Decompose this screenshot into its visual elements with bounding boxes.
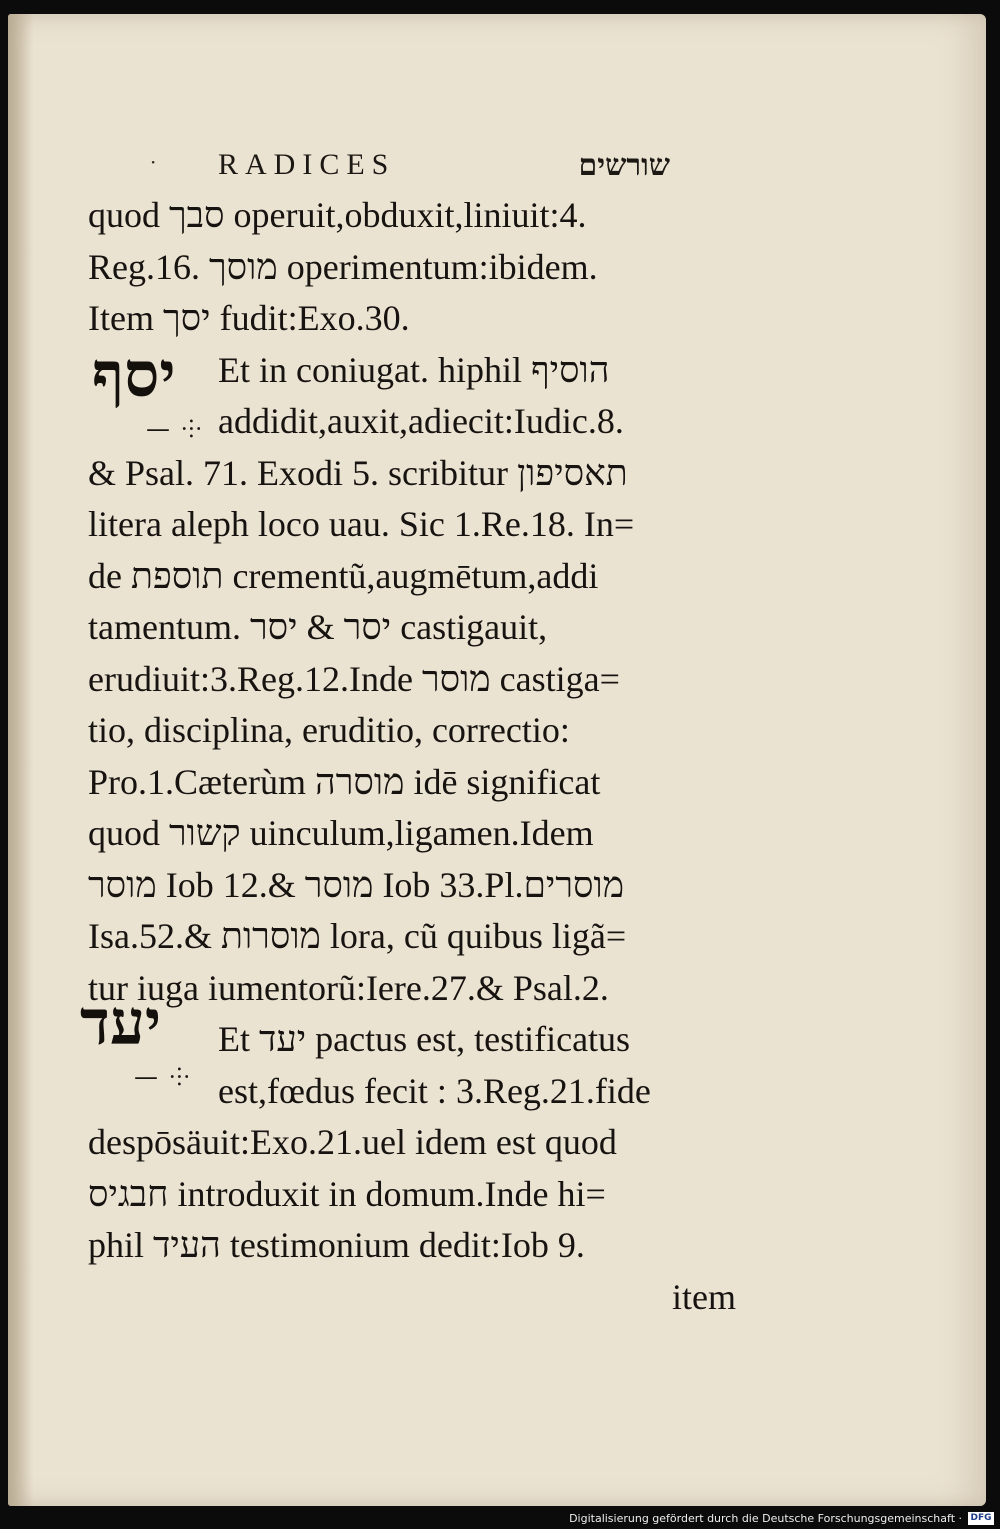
body-text (88, 190, 768, 1323)
text-line: Et in coniugat. hiphil הוסיף (218, 349, 610, 390)
text-line: tamentum. יסר & יסר castigauit, (88, 607, 548, 647)
text-line: phil העיד testimonium dedit:Iob 9. (88, 1225, 585, 1265)
text-line: & Psal. 71. Exodi 5. scribitur תאסיפון (88, 452, 628, 493)
drop-head-hebrew: יסף (92, 338, 176, 411)
page-gutter-shadow (8, 14, 34, 1506)
text-line: Reg.16. מוסך operimentum:ibidem. (88, 246, 598, 287)
running-head (150, 148, 670, 188)
text-line: מוסר Iob 12.& מוסר Iob 33.Pl.מוסרים (88, 864, 625, 905)
running-head-hebrew: שורשים (578, 148, 670, 183)
text-line: quod קשור uinculum,ligamen.Idem (88, 813, 594, 853)
text-line: despōsäuit:Exo.21.uel idem est quod (88, 1122, 617, 1162)
text-line: Et יעד pactus est, testificatus (218, 1019, 631, 1059)
text-line: addidit,auxit,adiecit:Iudic.8. (218, 401, 624, 441)
running-head-mark: · (150, 150, 157, 174)
text-line: Item יסך fudit:Exo.30. (88, 298, 410, 338)
text-line: quod סבך operuit,obduxit,liniuit:4. (88, 195, 587, 235)
footer-credit-text: Digitalisierung gefördert durch die Deutsche Forschungsgemeinschaft · (569, 1512, 962, 1525)
text-line: de תוספת crementũ,augmētum,addi (88, 555, 599, 596)
running-head-latin: RADICES (218, 148, 396, 181)
text-line: tio, disciplina, eruditio, correctio: (88, 710, 570, 750)
footer-credit-bar (0, 1509, 1000, 1529)
text-line: Pro.1.Cæterùm מוסרה idē significat (88, 761, 601, 802)
drop-head-mark: — ⸭ (134, 1063, 192, 1091)
catchword: item (672, 1276, 736, 1317)
dfg-logo: DFG (968, 1512, 994, 1525)
text-line: erudiuit:3.Reg.12.Inde מוסר castiga= (88, 658, 620, 699)
text-line: est,fœdus fecit : 3.Reg.21.fide (218, 1070, 651, 1111)
text-line: litera aleph loco uau. Sic 1.Re.18. In= (88, 504, 635, 544)
text-line: tur iuga iumentorũ:Iere.27.& Psal.2. (88, 967, 609, 1008)
drop-head-hebrew: יעד (80, 986, 162, 1059)
text-line: חבגיס introduxit in domum.Inde hi= (88, 1173, 606, 1214)
text-line: Isa.52.& מוסרות lora, cũ quibus ligã= (88, 916, 627, 956)
drop-head-mark: — ⸭ (146, 415, 204, 443)
